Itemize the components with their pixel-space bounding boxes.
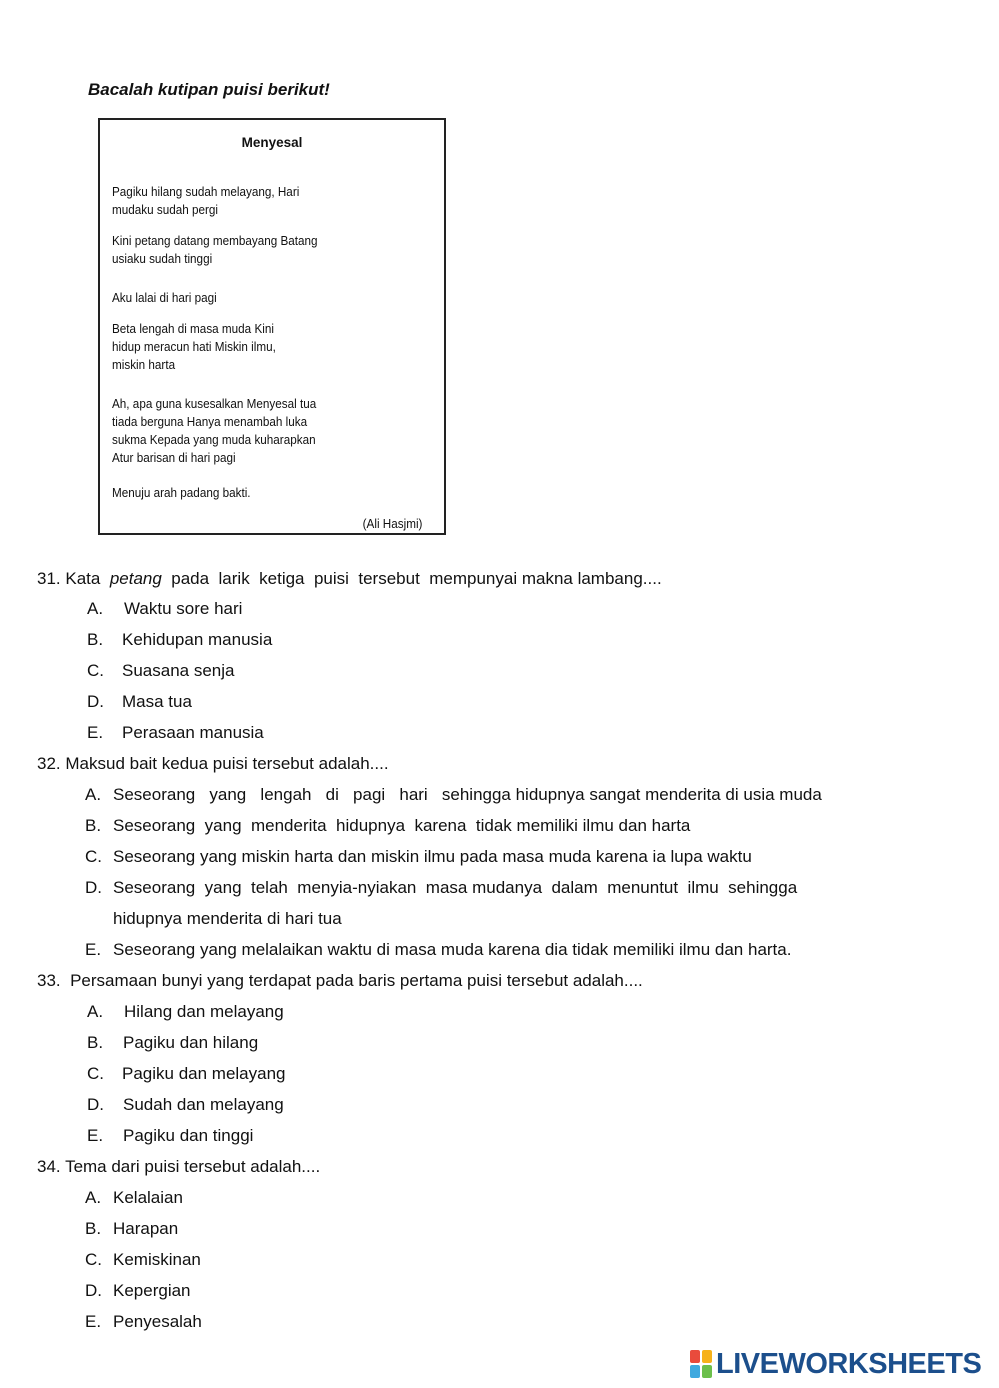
option-letter: A. (87, 599, 104, 618)
question-text: Persamaan bunyi yang terdapat pada baris pertama puisi tersebut adalah.... (70, 971, 643, 990)
option-letter: E. (87, 1126, 104, 1145)
question-31 (37, 569, 662, 589)
poem-line: Menuju arah padang bakti. (112, 485, 251, 500)
question-text: Tema dari puisi tersebut adalah.... (65, 1157, 321, 1176)
option-text: Penyesalah (113, 1312, 202, 1331)
question-text: Kata (65, 569, 101, 588)
option-text: Seseorang yang miskin harta dan miskin ilmu pada masa muda karena ia lupa waktu (113, 847, 752, 866)
option-32-a[interactable] (85, 785, 822, 805)
question-text: Maksud bait kedua puisi tersebut adalah.... (65, 754, 389, 773)
option-text: Pagiku dan tinggi (123, 1126, 254, 1145)
option-letter: C. (87, 661, 104, 680)
logo-text: LIVEWORKSHEETS (716, 1347, 982, 1380)
option-text: Waktu sore hari (124, 599, 243, 618)
option-letter: C. (85, 847, 102, 866)
question-32 (37, 754, 389, 774)
option-text: Seseorang yang melalaikan waktu di masa muda karena dia tidak memiliki ilmu dan harta. (113, 940, 792, 959)
option-letter: E. (87, 723, 104, 742)
option-33-b[interactable] (87, 1033, 258, 1053)
option-text: Kepergian (113, 1281, 191, 1300)
poem-title: Menyesal (241, 135, 303, 150)
poem-line: Aku lalai di hari pagi (112, 290, 217, 305)
question-33 (37, 971, 643, 991)
question-number: 34. (37, 1157, 61, 1176)
question-34 (37, 1157, 320, 1177)
option-letter: B. (87, 630, 104, 649)
question-text: pada larik ketiga puisi tersebut mempunyai makna lambang.... (171, 569, 662, 588)
option-34-d[interactable] (85, 1281, 191, 1301)
poem-line: hidup meracun hati Miskin ilmu, (112, 339, 276, 354)
poem-line: Kini petang datang membayang Batang (112, 233, 318, 248)
liveworksheets-logo[interactable] (690, 1349, 981, 1379)
option-32-c[interactable] (85, 847, 752, 867)
option-text: Seseorang yang lengah di pagi hari sehingga hidupnya sangat menderita di usia muda (113, 785, 822, 804)
option-33-c[interactable] (87, 1064, 286, 1084)
option-31-e[interactable] (87, 723, 264, 743)
option-34-e[interactable] (85, 1312, 202, 1332)
option-letter: A. (87, 1002, 104, 1021)
poem-line: sukma Kepada yang muda kuharapkan (112, 432, 316, 447)
option-letter: E. (85, 1312, 102, 1331)
option-text: Kemiskinan (113, 1250, 201, 1269)
option-33-a[interactable] (87, 1002, 284, 1022)
question-number: 33. (37, 971, 61, 990)
poem-line: tiada berguna Hanya menambah luka (112, 414, 308, 429)
poem-line: Pagiku hilang sudah melayang, Hari (112, 184, 300, 199)
option-34-c[interactable] (85, 1250, 201, 1270)
option-text: Pagiku dan hilang (123, 1033, 259, 1052)
option-text: Perasaan manusia (122, 723, 264, 742)
poem-line: miskin harta (112, 357, 176, 372)
option-32-d-continued (113, 909, 342, 929)
option-letter: E. (85, 940, 102, 959)
option-letter: B. (85, 816, 102, 835)
poem-box (98, 118, 446, 535)
option-34-b[interactable] (85, 1219, 178, 1239)
option-letter: B. (87, 1033, 104, 1052)
option-32-d[interactable] (85, 878, 797, 898)
option-text: Harapan (113, 1219, 179, 1238)
option-33-d[interactable] (87, 1095, 284, 1115)
option-letter: C. (87, 1064, 104, 1083)
poem-line: usiaku sudah tinggi (112, 251, 213, 266)
option-letter: D. (85, 878, 102, 897)
option-letter: D. (87, 692, 104, 711)
option-text: Seseorang yang menderita hidupnya karena tidak memiliki ilmu dan harta (113, 816, 691, 835)
option-letter: C. (85, 1250, 102, 1269)
option-31-a[interactable] (87, 599, 242, 619)
option-letter: A. (85, 1188, 102, 1207)
poem-line: Atur barisan di hari pagi (112, 450, 236, 465)
poem-line: mudaku sudah pergi (112, 202, 219, 217)
option-text: Sudah dan melayang (123, 1095, 284, 1114)
option-text: Kelalaian (113, 1188, 183, 1207)
question-emphasis: petang (109, 569, 162, 588)
option-text: Pagiku dan melayang (122, 1064, 286, 1083)
option-letter: B. (85, 1219, 102, 1238)
option-text: Masa tua (122, 692, 192, 711)
question-number: 32. (37, 754, 61, 773)
option-32-e[interactable] (85, 940, 791, 960)
option-text: Suasana senja (122, 661, 235, 680)
option-letter: D. (85, 1281, 102, 1300)
instruction-text: Bacalah kutipan puisi berikut! (88, 80, 330, 99)
option-text: Hilang dan melayang (124, 1002, 284, 1021)
poem-author: (Ali Hasjmi) (362, 516, 422, 531)
option-32-b[interactable] (85, 816, 690, 836)
option-text: Kehidupan manusia (122, 630, 273, 649)
option-34-a[interactable] (85, 1188, 183, 1208)
option-31-c[interactable] (87, 661, 234, 681)
option-text: Seseorang yang telah menyia-nyiakan masa mudanya dalam menuntut ilmu sehingga (113, 878, 798, 897)
option-letter: D. (87, 1095, 104, 1114)
option-31-b[interactable] (87, 630, 272, 650)
option-text: hidupnya menderita di hari tua (113, 909, 342, 928)
question-number: 31. (37, 569, 61, 588)
poem-line: Ah, apa guna kusesalkan Menyesal tua (112, 396, 317, 411)
option-letter: A. (85, 785, 102, 804)
option-31-d[interactable] (87, 692, 192, 712)
option-33-e[interactable] (87, 1126, 253, 1146)
poem-line: Beta lengah di masa muda Kini (112, 321, 274, 336)
logo-blocks-icon (690, 1350, 712, 1378)
